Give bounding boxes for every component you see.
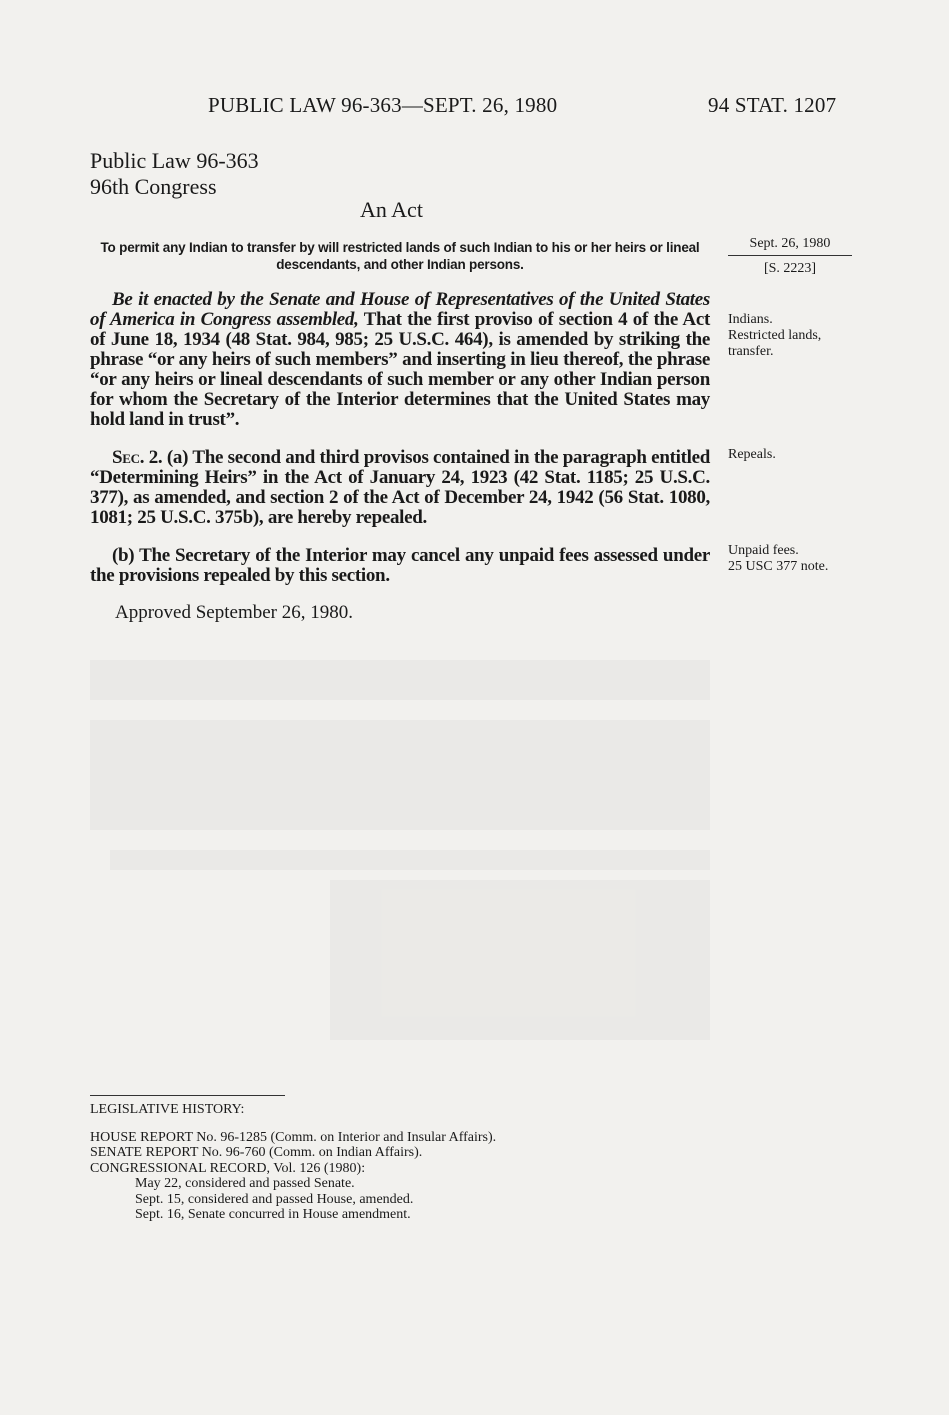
congress-number: 96th Congress bbox=[90, 174, 217, 199]
record-entry: May 22, considered and passed Senate. bbox=[135, 1176, 355, 1191]
legislative-history-item: HOUSE REPORT No. 96-1285 (Comm. on Interior and Insular Affairs). bbox=[90, 1129, 497, 1145]
section-2a bbox=[90, 448, 710, 528]
margin-note-line: Indians. bbox=[728, 312, 773, 327]
enacting-clause: Be it enacted by the Senate and House of Representatives of the United States of America in Congress assembled, bbox=[90, 289, 710, 330]
law-number: Public Law 96-363 bbox=[90, 148, 259, 173]
section-2b bbox=[90, 546, 710, 586]
purpose-statement: To permit any Indian to transfer by will restricted lands of such Indian to his or her heirs or lineal descendants, and other Indian persons. bbox=[100, 240, 700, 272]
section-2-label: Sec. 2. bbox=[112, 447, 163, 468]
running-head-title: PUBLIC LAW 96-363—SEPT. 26, 1980 bbox=[208, 93, 558, 117]
legislative-history-item: SENATE REPORT No. 96-760 (Comm. on Indian Affairs). bbox=[90, 1145, 423, 1160]
margin-note-line: Restricted lands, bbox=[728, 328, 822, 343]
statute-page-number: 94 STAT. 1207 bbox=[708, 93, 837, 117]
law-identification bbox=[90, 148, 259, 200]
legislative-history-item: CONGRESSIONAL RECORD, Vol. 126 (1980): bbox=[90, 1160, 366, 1176]
section-2b-text: (b) The Secretary of the Interior may cancel any unpaid fees assessed under the provisions repealed by this section. bbox=[90, 545, 710, 586]
footnote-divider bbox=[90, 1095, 285, 1096]
section-1-text: That the first proviso of section 4 of the Act of June 18, 1934 (48 Stat. 984, 985; 25 U.S.C. 464), is amended by striking the phrase “or any heirs of such members” and inserting in lieu thereof, the phrase “or any heirs or lineal descendants of such member or any other Indian person for whom the Secretary of the Interior determines that the United States may hold land in trust”. bbox=[90, 309, 710, 430]
approval-date: Approved September 26, 1980. bbox=[115, 602, 353, 623]
legislative-history-heading: LEGISLATIVE HISTORY: bbox=[90, 1102, 245, 1117]
margin-note-line: Repeals. bbox=[728, 447, 776, 462]
margin-enactment-date bbox=[728, 234, 852, 278]
act-title: An Act bbox=[360, 197, 423, 222]
margin-note-unpaid-fees bbox=[728, 543, 868, 575]
margin-note-line: transfer. bbox=[728, 344, 774, 359]
margin-note-line: Unpaid fees. bbox=[728, 543, 799, 558]
enactment-date: Sept. 26, 1980 bbox=[728, 234, 852, 256]
record-entry: Sept. 16, Senate concurred in House amendment. bbox=[135, 1207, 411, 1222]
bill-number: [S. 2223] bbox=[763, 261, 817, 276]
record-entry: Sept. 15, considered and passed House, amended. bbox=[135, 1191, 414, 1207]
margin-note-line: 25 USC 377 note. bbox=[728, 559, 829, 574]
section-1 bbox=[90, 290, 710, 430]
margin-note-indians bbox=[728, 312, 868, 360]
margin-note-repeals bbox=[728, 447, 868, 463]
section-2a-text: (a) The second and third provisos contained in the paragraph entitled “Determining Heirs” in the Act of January 24, 1923 (42 Stat. 1185; 25 U.S.C. 377), as amended, and section 2 of the Act of December 24, 1942 (56 Stat. 1080, 1081; 25 U.S.C. 375b), are hereby repealed. bbox=[90, 447, 710, 528]
legislative-history bbox=[90, 1102, 790, 1223]
